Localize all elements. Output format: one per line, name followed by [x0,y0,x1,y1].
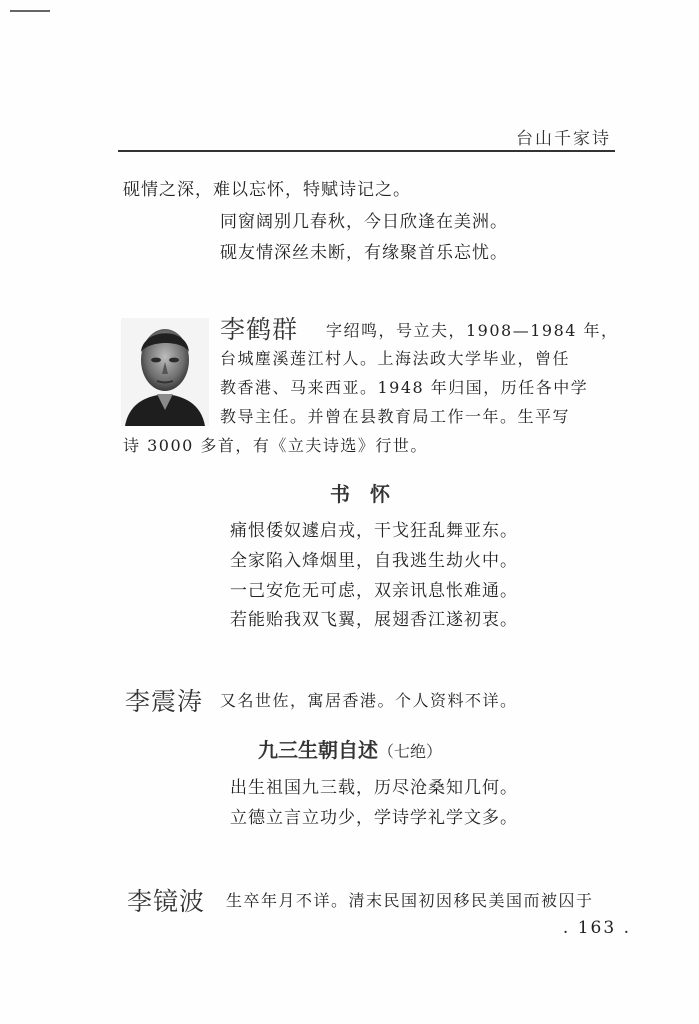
running-title: 台山千家诗 [516,129,611,149]
poem-line: 一己安危无可虑，双亲讯息怅难通。 [230,581,518,601]
poem-title-text: 九三生朝自述 [258,738,378,762]
header-rule [118,150,615,152]
poem-line: 若能贻我双飞翼，展翅香江遂初衷。 [230,610,518,630]
author-name: 李鹤群 [220,315,299,344]
previous-intro-tail: 砚情之深，难以忘怀，特赋诗记之。 [123,180,411,200]
scan-corner-mark [10,10,50,12]
portrait-photo-icon [121,318,209,426]
poem-line: 痛恨倭奴遽启戎，干戈狂乱舞亚东。 [230,521,518,541]
author-bio-line: 教导主任。并曾在县教育局工作一年。生平写 [220,407,571,426]
author-portrait [121,318,209,426]
poem-line: 全家陷入烽烟里，自我逃生劫火中。 [230,551,518,571]
poem-title [258,734,442,763]
previous-poem-line: 砚友情深丝未断，有缘聚首乐忘忧。 [220,243,508,263]
author-name: 李镜波 [127,887,206,916]
author-bio-line: 生卒年月不详。清末民国初因移民美国而被囚于 [226,891,594,910]
author-name: 李震涛 [125,687,204,716]
poem-title: 书 怀 [330,482,390,506]
page-number: . 163 . [562,918,631,938]
poem-form: （七绝） [378,742,443,761]
author-bio-line: 诗 3000 多首，有《立夫诗选》行世。 [123,436,428,455]
author-bio-line: 台城塵溪莲江村人。上海法政大学毕业，曾任 [220,349,571,368]
poem-line: 出生祖国九三载，历尽沧桑知几何。 [230,778,518,798]
poem-line: 立德立言立功少，学诗学礼学文多。 [230,808,518,828]
author-bio-line: 教香港、马来西亚。1948 年归国，历任各中学 [220,378,589,397]
previous-poem-line: 同窗阔别几春秋，今日欣逢在美洲。 [220,212,508,232]
author-bio-line: 字绍鸣，号立夫，1908—1984 年， [326,321,619,340]
author-bio-line: 又名世佐，寓居香港。个人资料不详。 [220,691,518,710]
